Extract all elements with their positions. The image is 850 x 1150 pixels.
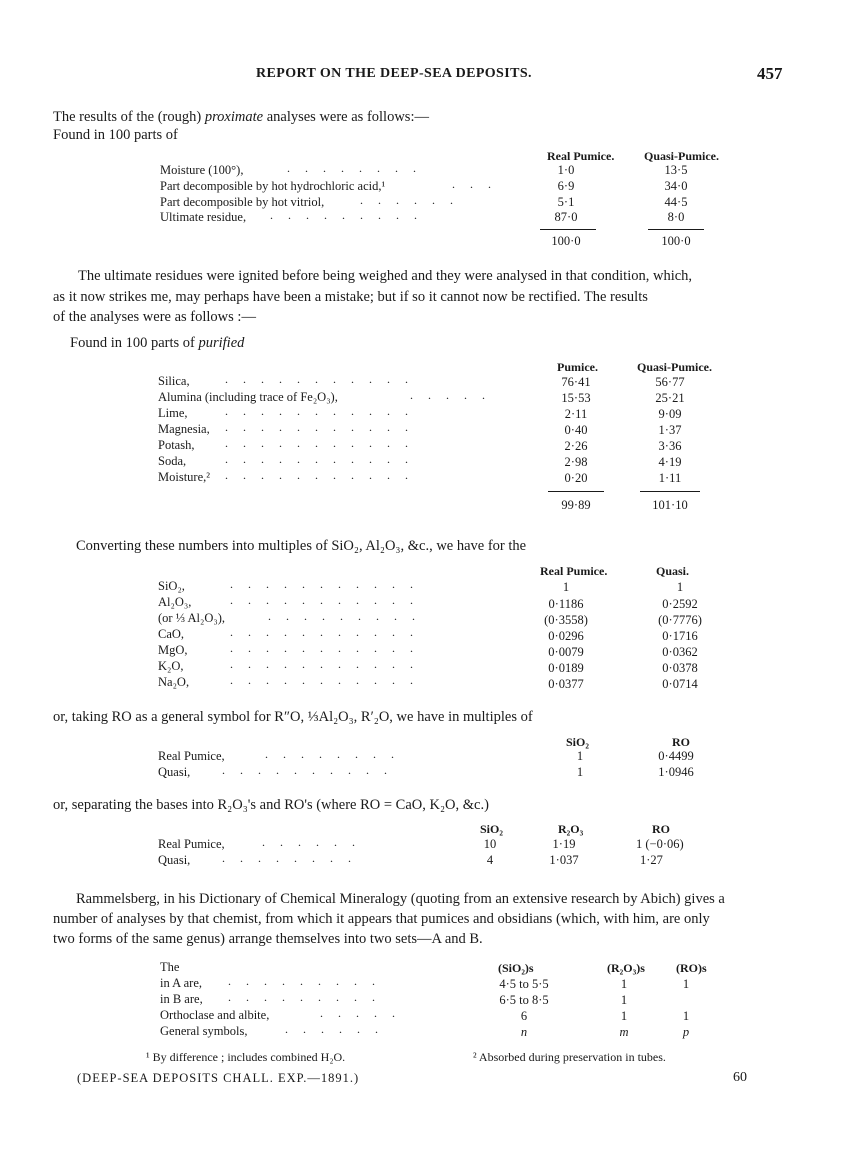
cell-value: n bbox=[520, 1025, 528, 1039]
cell-value: 9·09 bbox=[658, 407, 682, 421]
row-label: (or ⅓ Al₂O₃), bbox=[158, 611, 226, 625]
cell-value: 0·0362 bbox=[662, 645, 698, 659]
cell-value: 0·0377 bbox=[548, 677, 584, 691]
row-label: SiO₂, bbox=[158, 579, 185, 593]
cell-value: 0·0189 bbox=[548, 661, 584, 675]
cell-value: 44·5 bbox=[664, 195, 688, 209]
cell-value: 4 bbox=[486, 853, 494, 867]
row-label: Orthoclase and albite, bbox=[160, 1008, 270, 1022]
cell-value: 25·21 bbox=[655, 391, 685, 405]
row-label: Ultimate residue, bbox=[160, 210, 247, 224]
row-label: Silica, bbox=[158, 374, 190, 388]
running-header: REPORT ON THE DEEP-SEA DEPOSITS. bbox=[256, 66, 532, 81]
cell-value: 1·037 bbox=[549, 853, 579, 867]
col-header-r2o3s: (R₂O₃)s bbox=[607, 961, 645, 975]
total-value: 100·0 bbox=[551, 234, 581, 248]
row-label: Quasi, bbox=[158, 765, 191, 779]
paragraph-line: of the analyses were as follows :— bbox=[53, 309, 256, 325]
signature-number: 60 bbox=[733, 1070, 747, 1085]
cell-value: 0·1186 bbox=[548, 597, 584, 611]
cell-value: 1 bbox=[620, 977, 628, 991]
cell-value: 1 bbox=[682, 977, 690, 991]
cell-value: 13·5 bbox=[664, 163, 688, 177]
total-value: 99·89 bbox=[561, 498, 591, 512]
cell-value: 1·37 bbox=[658, 423, 682, 437]
cell-value: 2·11 bbox=[564, 407, 588, 421]
cell-value: 6·9 bbox=[557, 179, 575, 193]
cell-value: 1 bbox=[576, 765, 584, 779]
row-label: Quasi, bbox=[158, 853, 191, 867]
cell-value: 6·5 to 8·5 bbox=[499, 993, 549, 1007]
row-label: Lime, bbox=[158, 406, 188, 420]
purified-italic: purified bbox=[198, 335, 245, 351]
found-in-line: Found in 100 parts of bbox=[53, 127, 178, 143]
row-label: The bbox=[160, 960, 180, 974]
row-label: Moisture (100°), bbox=[160, 163, 244, 177]
cell-value: (0·7776) bbox=[658, 613, 702, 627]
cell-value: 1 (−0·06) bbox=[636, 837, 684, 851]
row-label: Moisture,² bbox=[158, 470, 211, 484]
row-label: General symbols, bbox=[160, 1024, 248, 1038]
cell-value: 1 bbox=[620, 1009, 628, 1023]
row-label: Na₂O, bbox=[158, 675, 190, 689]
row-label: Alumina (including trace of Fe₂O₃), bbox=[158, 390, 338, 404]
row-label: Real Pumice, bbox=[158, 837, 225, 851]
sum-rule bbox=[640, 491, 700, 492]
cell-value: 1 bbox=[576, 749, 584, 763]
cell-value: 0·20 bbox=[564, 471, 588, 485]
col-header-ro: RO bbox=[652, 822, 670, 836]
or-separating-line: or, separating the bases into R₂O₃'s and RO's (where RO = CaO, K₂O, &c.) bbox=[53, 797, 489, 813]
cell-value: 56·77 bbox=[655, 375, 685, 389]
cell-value: 0·0296 bbox=[548, 629, 584, 643]
row-label: Soda, bbox=[158, 454, 187, 468]
cell-value: 1·11 bbox=[658, 471, 682, 485]
cell-value: 1·0946 bbox=[658, 765, 694, 779]
sum-rule bbox=[548, 491, 604, 492]
footnote-2: ² Absorbed during preservation in tubes. bbox=[473, 1050, 666, 1064]
cell-value: 0·2592 bbox=[662, 597, 698, 611]
row-label: Part decomposible by hot hydrochloric acid,¹ bbox=[160, 179, 386, 193]
total-value: 100·0 bbox=[661, 234, 691, 248]
paragraph-line: The ultimate residues were ignited before being weighed and they were analysed in that condition, which, bbox=[78, 268, 693, 284]
cell-value: 87·0 bbox=[554, 210, 578, 224]
cell-value: 10 bbox=[483, 837, 497, 851]
row-label: Part decomposible by hot vitriol, bbox=[160, 195, 325, 209]
cell-value: 4·5 to 5·5 bbox=[499, 977, 549, 991]
cell-value: 15·53 bbox=[561, 391, 591, 405]
row-label: MgO, bbox=[158, 643, 188, 657]
cell-value: m bbox=[619, 1025, 629, 1039]
paragraph-line: Rammelsberg, in his Dictionary of Chemical Mineralogy (quoting from an extensive research by Abich) gives a bbox=[76, 891, 725, 907]
cell-value: 2·26 bbox=[564, 439, 588, 453]
cell-value: 1·19 bbox=[552, 837, 576, 851]
footnote-1: ¹ By difference ; includes combined H₂O. bbox=[146, 1050, 346, 1064]
cell-value: 34·0 bbox=[664, 179, 688, 193]
col-header-ros: (RO)s bbox=[676, 961, 707, 975]
sum-rule bbox=[540, 229, 596, 230]
row-label: in A are, bbox=[160, 976, 203, 990]
cell-value: 2·98 bbox=[564, 455, 588, 469]
converting-line: Converting these numbers into multiples of SiO₂, Al₂O₃, &c., we have for the bbox=[76, 538, 527, 554]
proximate-italic: proximate bbox=[204, 109, 264, 125]
col-header-sio2: SiO₂ bbox=[566, 735, 589, 749]
paragraph-line: number of analyses by that chemist, from which it appears that pumices and obsidians (which, with him, are only bbox=[53, 911, 710, 927]
cell-value: p bbox=[682, 1025, 690, 1039]
paragraph-line: as it now strikes me, may perhaps have been a mistake; but if so it cannot now be rectified. The results bbox=[53, 289, 648, 305]
cell-value: 4·19 bbox=[658, 455, 682, 469]
cell-value: 1 bbox=[676, 580, 684, 594]
cell-value: 0·1716 bbox=[662, 629, 698, 643]
col-header-quasi-pumice: Quasi-Pumice. bbox=[637, 360, 712, 374]
cell-value: 6 bbox=[520, 1009, 528, 1023]
col-header-sio2: SiO₂ bbox=[480, 822, 503, 836]
row-label: CaO, bbox=[158, 627, 185, 641]
cell-value: 8·0 bbox=[667, 210, 685, 224]
col-header-r2o3: R₂O₃ bbox=[558, 822, 584, 836]
sum-rule bbox=[648, 229, 704, 230]
col-header-sio2s: (SiO₂)s bbox=[498, 961, 534, 975]
intro-line: The results of the (rough) proximate analyses were as follows:— bbox=[53, 109, 429, 125]
row-label: Magnesia, bbox=[158, 422, 210, 436]
cell-value: 0·0714 bbox=[662, 677, 698, 691]
col-header-pumice: Pumice. bbox=[557, 360, 598, 374]
col-header-quasi: Quasi. bbox=[656, 564, 690, 578]
row-label: Potash, bbox=[158, 438, 195, 452]
footer-signature: (DEEP-SEA DEPOSITS CHALL. EXP.—1891.) bbox=[77, 1071, 360, 1085]
page-number: 457 bbox=[757, 64, 783, 83]
cell-value: 1 bbox=[620, 993, 628, 1007]
cell-value: 5·1 bbox=[557, 195, 575, 209]
total-value: 101·10 bbox=[652, 498, 688, 512]
col-header-ro: RO bbox=[672, 735, 690, 749]
cell-value: 0·4499 bbox=[658, 749, 694, 763]
cell-value: (0·3558) bbox=[544, 613, 588, 627]
paragraph-line: two forms of the same genus) arrange themselves into two sets—A and B. bbox=[53, 931, 483, 947]
cell-value: 1 bbox=[562, 580, 570, 594]
col-header-real-pumice: Real Pumice. bbox=[540, 564, 608, 578]
row-label: Real Pumice, bbox=[158, 749, 225, 763]
col-header-quasi-pumice: Quasi-Pumice. bbox=[644, 149, 719, 163]
cell-value: 1·27 bbox=[640, 853, 663, 867]
cell-value: 1 bbox=[682, 1009, 690, 1023]
cell-value: 0·40 bbox=[564, 423, 588, 437]
or-taking-line: or, taking RO as a general symbol for R″O, ⅓Al₂O₃, R′₂O, we have in multiples of bbox=[53, 709, 533, 725]
cell-value: 0·0378 bbox=[662, 661, 698, 675]
found-purified-line: Found in 100 parts of purified bbox=[70, 335, 245, 351]
row-label: in B are, bbox=[160, 992, 203, 1006]
cell-value: 3·36 bbox=[658, 439, 682, 453]
row-label: K₂O, bbox=[158, 659, 184, 673]
cell-value: 76·41 bbox=[561, 375, 591, 389]
col-header-real-pumice: Real Pumice. bbox=[547, 149, 615, 163]
row-label: Al₂O₃, bbox=[158, 595, 192, 609]
cell-value: 1·0 bbox=[557, 163, 575, 177]
cell-value: 0·0079 bbox=[548, 645, 584, 659]
